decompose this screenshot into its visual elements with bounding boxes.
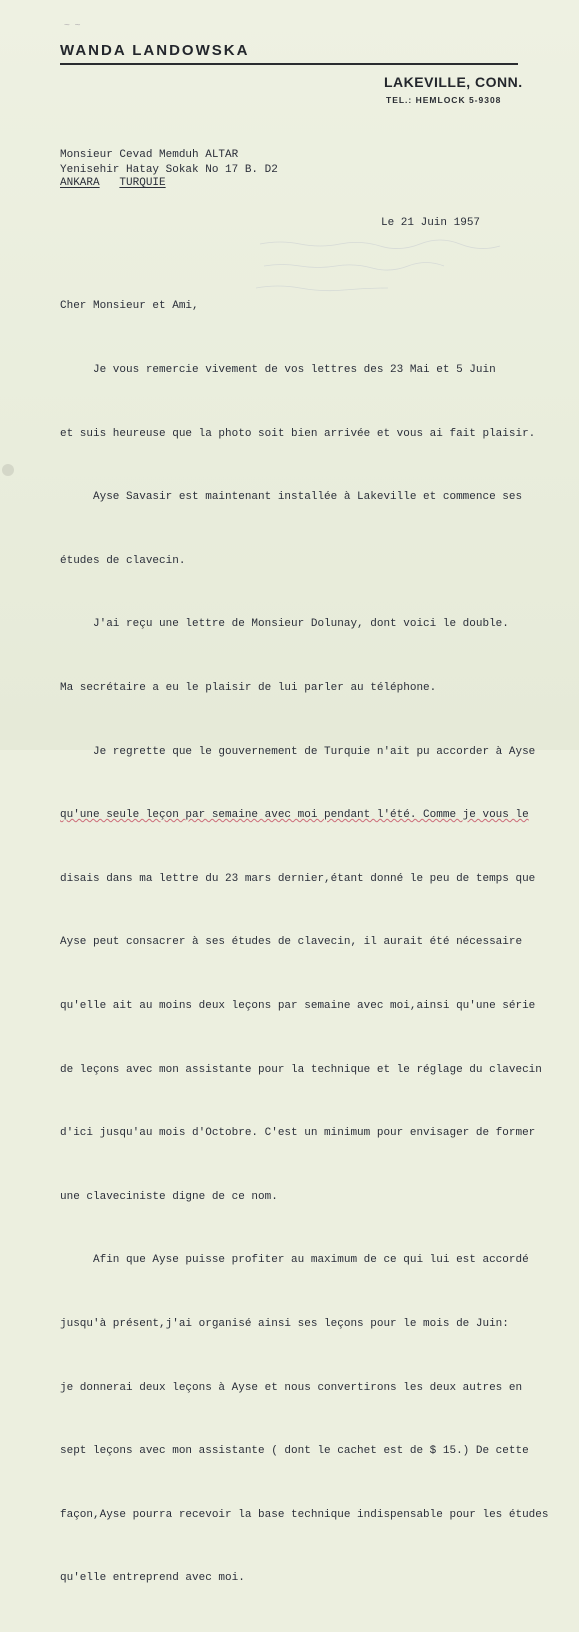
recipient-street: Yenisehir Hatay Sokak No 17 B. D2 — [60, 164, 278, 176]
recipient-name: Monsieur Cevad Memduh ALTAR — [60, 149, 239, 161]
body-line: jusqu'à présent,j'ai organisé ainsi ses leçons pour le mois de Juin: — [60, 1317, 509, 1330]
salutation: Cher Monsieur et Ami, — [60, 300, 199, 313]
body-line: Afin que Ayse puisse profiter au maximum de ce qui lui est accordé — [60, 1254, 529, 1267]
body-line: Je vous remercie vivement de vos lettres des 23 Mai et 5 Juin — [60, 364, 496, 376]
body-line: qu'elle ait au moins deux leçons par semaine avec moi,ainsi qu'une série — [60, 999, 536, 1012]
body-line: d'ici jusqu'au mois d'Octobre. C'est un minimum pour envisager de former — [60, 1127, 536, 1140]
body-line: Je regrette que le gouvernement de Turquie n'ait pu accorder à Ayse — [60, 745, 536, 758]
letterhead-city: LAKEVILLE, CONN. — [384, 74, 523, 90]
body-line: et suis heureuse que la photo soit bien arrivée et vous ai fait plaisir. — [60, 427, 536, 440]
body-line: qu'une seule leçon par semaine avec moi pendant l'été. Comme je vous le — [60, 809, 529, 822]
body-line: disais dans ma lettre du 23 mars dernier,étant donné le peu de temps que — [60, 872, 536, 885]
letterhead-rule — [60, 63, 518, 65]
letterhead-name: WANDA LANDOWSKA — [60, 42, 250, 59]
corner-pencil-mark: ~ ~ — [64, 20, 82, 31]
body-line: Ayse Savasir est maintenant installée à Lakeville et commence ses — [60, 491, 523, 504]
body-line: je donnerai deux leçons à Ayse et nous convertirons les deux autres en — [60, 1381, 523, 1394]
body-line: une claveciniste digne de ce nom. — [60, 1190, 278, 1203]
letter-date: Le 21 Juin 1957 — [381, 217, 481, 229]
recipient-country: TURQUIE — [119, 177, 166, 189]
body-line: sept leçons avec mon assistante ( dont le cachet est de $ 15.) De cette — [60, 1445, 529, 1458]
body-line: J'ai reçu une lettre de Monsieur Dolunay, dont voici le double. — [60, 618, 509, 631]
body-line: façon,Ayse pourra recevoir la base technique indispensable pour les études — [60, 1508, 549, 1521]
punch-hole — [2, 464, 14, 476]
recipient-city-country — [60, 177, 166, 190]
body-line: qu'elle entreprend avec moi. — [60, 1572, 245, 1585]
body-line: Ayse peut consacrer à ses études de clavecin, il aurait été nécessaire — [60, 936, 523, 949]
letterhead-telephone: TEL.: HEMLOCK 5-9308 — [386, 95, 502, 105]
recipient-city: ANKARA — [60, 177, 100, 189]
body-line: études de clavecin. — [60, 554, 186, 567]
body-line: Ma secrétaire a eu le plaisir de lui parler au téléphone. — [60, 681, 437, 694]
letter-body — [60, 254, 572, 1632]
body-line: de leçons avec mon assistante pour la technique et le réglage du clavecin — [60, 1063, 542, 1076]
